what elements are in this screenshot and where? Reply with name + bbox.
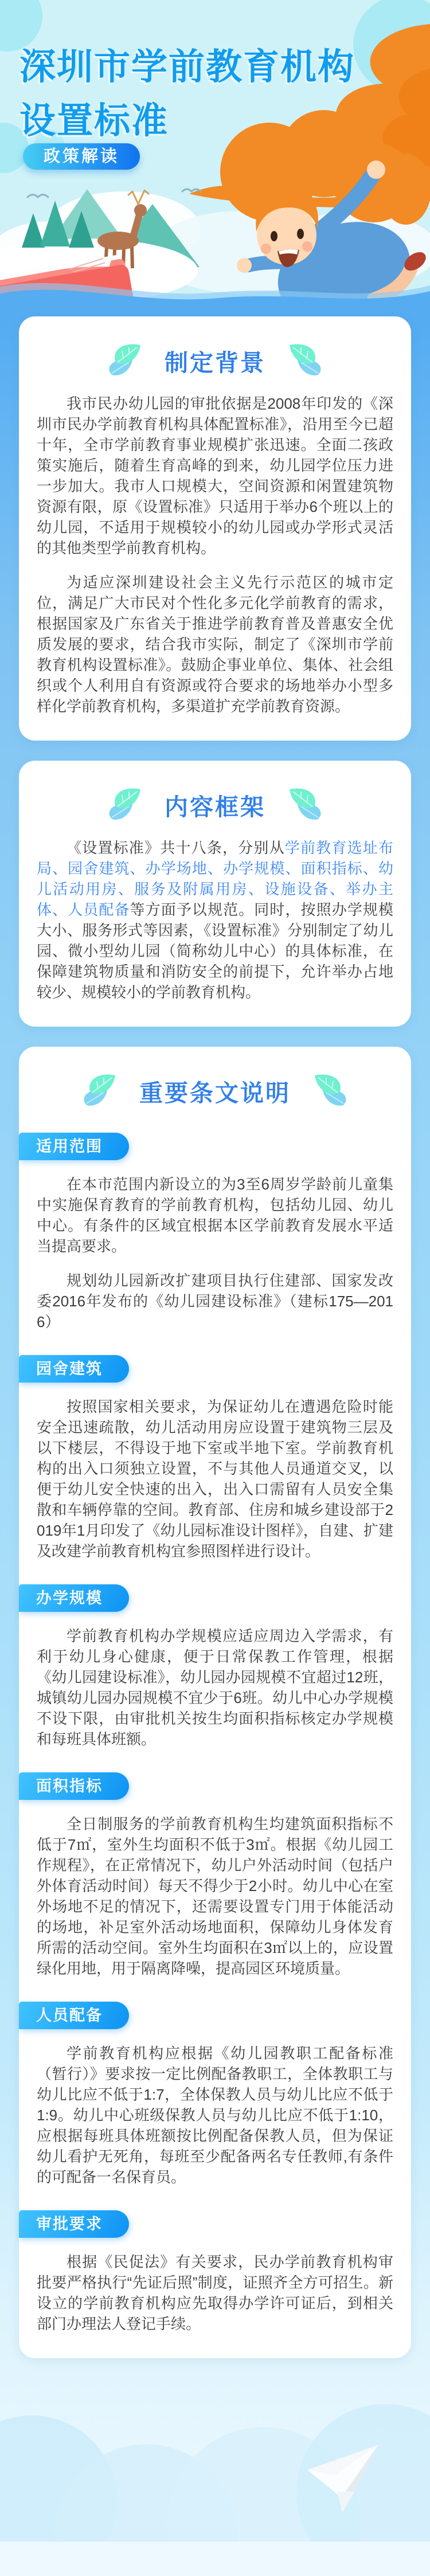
framework-text-highlight: 学前教育选址布局、园舍建筑、办学场地、办学规模、面积指标、幼儿活动用房、服务及附属用房、设施设备、举办主体、人员配备 xyxy=(37,839,393,918)
page-title-line1: 深圳市学前教育机构 xyxy=(19,47,355,88)
policy-badge: 政策解读 xyxy=(23,143,140,170)
paragraph: 全日制服务的学前教育机构生均建筑面积指标不低于7㎡，室外生均面积不低于3㎡。根据《幼儿园工作规程》，在正常情况下，幼儿户外活动时间（包括户外体育活动时间）每天不得少于2小时。幼儿中心在室外场地不足的情况下，还需要设置专门用于体能活动的场地，补足室外活动场地面积，保障幼儿身体发育所需的活动空间。室外生均面积在3㎡以上的，应设置绿化用地，用于隔离降噪，提高园区环境质量。 xyxy=(37,1815,393,1977)
cloud-decoration xyxy=(0,2404,430,2576)
page-title xyxy=(19,40,355,148)
provision-tag-staffing: 人员配备 xyxy=(19,2002,129,2029)
section-card-framework xyxy=(19,761,411,1027)
leaf-decoration-icon xyxy=(301,1072,349,1110)
paragraph: 在本市范围内新设立的为3至6周岁学龄前儿童集中实施保育教育的学前教育机构，包括幼儿园、幼儿中心。有条件的区域宜根据本区学前教育发展水平适当提高要求。 xyxy=(37,1176,393,1255)
hero-banner xyxy=(0,0,430,321)
provision-tag-area: 面积指标 xyxy=(19,1772,129,1800)
leaf-decoration-icon xyxy=(81,1072,129,1110)
paragraph: 学前教育机构办学规模应适应周边入学需求，有利于幼儿身心健康，便于日常保教工作管理，根据《幼儿园建设标准》，幼儿园办园规模不宜超过12班，城镇幼儿园办园规模不宜少于6班。幼儿中心办学规模不设下限，由审批机关按生均面积指标核定办学规模和每班具体班额。 xyxy=(37,1627,393,1748)
leaf-decoration-icon xyxy=(276,786,324,824)
section-title: 制定背景 xyxy=(165,349,265,376)
section-card-background xyxy=(19,316,411,741)
leaf-decoration-icon xyxy=(106,342,154,379)
paragraph xyxy=(37,837,393,1003)
section-header-framework xyxy=(37,786,393,824)
page-title-line2: 设置标准 xyxy=(19,101,169,142)
section-header-background xyxy=(37,342,393,379)
provision-tag-approval: 审批要求 xyxy=(19,2210,129,2238)
section-title: 重要条文说明 xyxy=(139,1079,291,1106)
footer-illustration xyxy=(0,2378,430,2576)
paragraph: 根据《民促法》有关要求，民办学前教育机构审批要严格执行“先证后照”制度，证照齐全方可招生。新设立的学前教育机构应先取得办学许可证后，到相关部门办理法人登记手续。 xyxy=(37,2253,393,2332)
leaf-decoration-icon xyxy=(106,786,154,824)
paragraph: 按照国家相关要求，为保证幼儿在遭遇危险时能安全迅速疏散，幼儿活动用房应设置于建筑物三层及以下楼层，不得设于地下室或半地下室。学前教育机构的出入口须独立设置，不与其他人员通道交叉，以便于幼儿安全快速的出入，出入口需留有人员安全集散和车辆停靠的空间。教育部、住房和城乡建设部于2019年1月印发了《幼儿园标准设计图样》，自建、扩建及改建学前教育机构宜参照图样进行设计。 xyxy=(37,1398,393,1560)
leaf-decoration-icon xyxy=(276,342,324,379)
section-title: 内容框架 xyxy=(165,793,265,820)
framework-text-pre: 《设置标准》共十八条，分别从 xyxy=(67,839,285,856)
footer-sky xyxy=(0,2378,430,2576)
framework-text-post: 等方面予以规范。同时，按照办学规模大小、服务形式等因素，《设置标准》分别制定了幼儿园、微小型幼儿园（简称幼儿中心）的具体标准，在保障建筑物质量和消防安全的前提下，允许举办占地较少、规模较小的学前教育机构。 xyxy=(37,901,393,1001)
provision-tag-building: 园舍建筑 xyxy=(19,1355,129,1383)
provision-tag-scope: 适用范围 xyxy=(19,1133,129,1160)
paragraph: 学前教育机构应根据《幼儿园教职工配备标准（暂行）》要求按一定比例配备教职工，全体教职工与幼儿比应不低于1:7，全体保教人员与幼儿比应不低于1:9。幼儿中心班级保教人员与幼儿比应不低于1:10，应根据每班具体班额按比例配备保教人员，但为保证幼儿看护无死角，每班至少配备两名专任教师,有条件的可配备一名保育员。 xyxy=(37,2045,393,2186)
section-card-provisions xyxy=(19,1047,411,2358)
paragraph: 为适应深圳建设社会主义先行示范区的城市定位，满足广大市民对个性化多元化学前教育的需求，根据国家及广东省关于推进学前教育普及普惠安全优质发展的要求，结合我市实际，制定了《深圳市学前教育机构设置标准》。鼓励企事业单位、集体、社会组织或个人利用自有资源或符合要求的场地举办小型多样化学前教育机构，多渠道扩充学前教育资源。 xyxy=(37,574,393,715)
paragraph: 我市民办幼儿园的审批依据是2008年印发的《深圳市民办学前教育机构具体配置标准》，沿用至今已超十年，全市学前教育事业规模扩张迅速。全面二孩政策实施后，随着生育高峰的到来，幼儿园学位压力进一步加大。我市人口规模大，空间资源和闲置建筑物资源有限，原《设置标准》只适用于举办6个班以上的幼儿园，不适用于规模较小的幼儿园或办学形式灵活的其他类型学前教育机构。 xyxy=(37,395,393,557)
paragraph: 规划幼儿园新改扩建项目执行住建部、国家发改委2016年发布的《幼儿园建设标准》（建标175—2016） xyxy=(37,1272,393,1330)
bird-icon xyxy=(28,195,48,198)
provision-tag-scale: 办学规模 xyxy=(19,1584,129,1612)
section-header-provisions xyxy=(37,1072,393,1110)
